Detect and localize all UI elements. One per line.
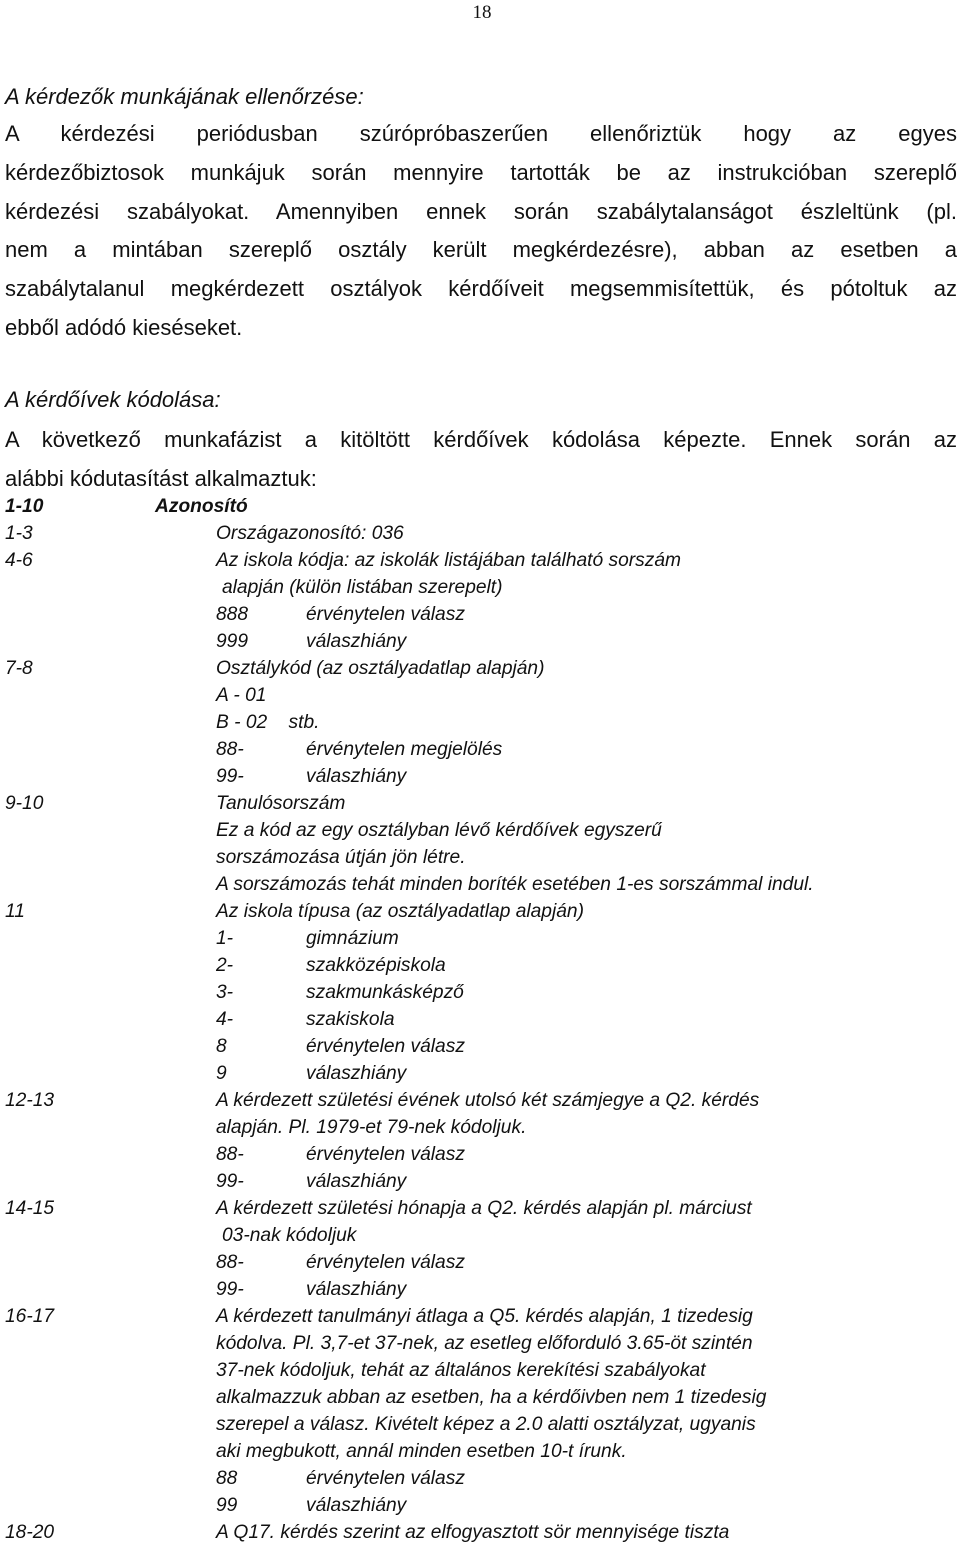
value-line (216, 1033, 955, 1060)
code-column: 11 (5, 901, 25, 922)
code-description (216, 547, 955, 655)
value-line (216, 925, 955, 952)
value-label: szakmunkásképző (306, 982, 464, 1003)
value-code: 88- (216, 1252, 244, 1273)
code-row (5, 1519, 955, 1546)
value-line (216, 1492, 955, 1519)
code-description (216, 898, 955, 1087)
value-line (216, 1006, 955, 1033)
value-code: 99- (216, 1279, 244, 1300)
paragraph-line: alábbi kódutasítást alkalmaztuk: (5, 465, 317, 491)
value-label: érvénytelen válasz (306, 1252, 465, 1273)
description-line: alapján. Pl. 1979-et 79-nek kódoljuk. (216, 1117, 527, 1138)
description-line: Ez a kód az egy osztályban lévő kérdőívek egyszerű (216, 820, 662, 841)
value-code: 3- (216, 982, 234, 1003)
code-description: A Q17. kérdés szerint az elfogyasztott sör mennyisége tiszta (216, 1522, 730, 1543)
value-line (216, 736, 955, 763)
value-label: válaszhiány (306, 631, 407, 652)
value-line (216, 1249, 955, 1276)
description-line: sorszámozása útján jön létre. (216, 847, 466, 868)
value-code: 88- (216, 1144, 244, 1165)
code-row (5, 898, 955, 1087)
paragraph-line: A kérdezési periódusban szúrópróbaszerűen ellenőriztük hogy az egyes (5, 121, 957, 146)
code-row (5, 790, 955, 898)
paragraph-line: A következő munkafázist a kitöltött kérdőívek kódolása képezte. Ennek során az (5, 427, 957, 452)
code-description (216, 1087, 955, 1195)
value-code: 888 (216, 604, 249, 625)
value-line (216, 1060, 955, 1087)
value-label: válaszhiány (306, 766, 407, 787)
value-label: szakiskola (306, 1009, 395, 1030)
value-code: 4- (216, 1009, 234, 1030)
value-line (216, 601, 955, 628)
code-description (216, 655, 955, 790)
code-column: 16-17 (5, 1306, 55, 1327)
description-line: Az iskola típusa (az osztályadatlap alapján) (216, 901, 584, 922)
description-line: kódolva. Pl. 3,7-et 37-nek, az esetleg előforduló 3.65-öt szintén (216, 1333, 753, 1354)
value-line (216, 1465, 955, 1492)
value-label: válaszhiány (306, 1171, 407, 1192)
value-code: 99 (216, 1495, 238, 1516)
description-line: B - 02 stb. (216, 712, 320, 733)
paragraph-line: ebből adódó kieséseket. (5, 314, 243, 340)
value-line (216, 952, 955, 979)
coding-instructions-table (5, 493, 955, 1546)
description-line: Osztálykód (az osztályadatlap alapján) (216, 658, 545, 679)
code-label: Azonosító (155, 496, 248, 517)
code-column: 9-10 (5, 793, 44, 814)
code-column: 1-3 (5, 523, 33, 544)
description-line: Az iskola kódja: az iskolák listájában található sorszám (216, 550, 681, 571)
value-label: válaszhiány (306, 1279, 407, 1300)
value-line (216, 1276, 955, 1303)
code-description (216, 1303, 955, 1519)
value-label: érvénytelen megjelölés (306, 739, 503, 760)
coding-paragraph (5, 421, 957, 499)
section-heading-interviewer-check: A kérdezők munkájának ellenőrzése: (5, 84, 364, 109)
value-label: érvénytelen válasz (306, 604, 465, 625)
description-line: A kérdezett születési hónapja a Q2. kérdés alapján pl. márciust (216, 1198, 752, 1219)
paragraph-line: kérdezőbiztosok munkájuk során mennyire tartották be az instrukcióban szereplő (5, 159, 957, 185)
paragraph-line: kérdezési szabályokat. Amennyiben ennek során szabálytalanságot észleltünk (pl. (5, 198, 957, 224)
value-code: 1- (216, 928, 234, 949)
code-description (216, 1195, 955, 1303)
paragraph-line: szabálytalanul megkérdezett osztályok kérdőíveit megsemmisítettük, és pótoltuk az (5, 276, 957, 302)
code-row (5, 520, 955, 547)
code-row (5, 1195, 955, 1303)
value-code: 88- (216, 739, 244, 760)
code-column: 4-6 (5, 550, 33, 571)
code-row (5, 1303, 955, 1519)
value-label: érvénytelen válasz (306, 1036, 465, 1057)
description-line: Tanulósorszám (216, 793, 346, 814)
code-row (5, 1087, 955, 1195)
description-line: aki megbukott, annál minden esetben 10-t írunk. (216, 1441, 627, 1462)
value-code: 8 (216, 1036, 227, 1057)
code-column: 12-13 (5, 1090, 55, 1111)
value-code: 2- (216, 955, 234, 976)
value-line (216, 979, 955, 1006)
value-line (216, 628, 955, 655)
value-line (216, 1168, 955, 1195)
value-label: érvénytelen válasz (306, 1468, 465, 1489)
code-description: Országazonosító: 036 (216, 523, 404, 544)
description-line: alkalmazzuk abban az esetben, ha a kérdőivben nem 1 tizedesig (216, 1387, 767, 1408)
value-label: szakközépiskola (306, 955, 446, 976)
value-code: 99- (216, 766, 244, 787)
description-line: A sorszámozás tehát minden boríték esetében 1-es sorszámmal indul. (216, 874, 814, 895)
description-line: szerepel a válasz. Kivételt képez a 2.0 alatti osztályzat, ugyanis (216, 1414, 756, 1435)
code-column: 1-10 (5, 496, 44, 517)
description-line: 03-nak kódoljuk (222, 1225, 357, 1246)
value-code: 99- (216, 1171, 244, 1192)
value-line (216, 763, 955, 790)
value-code: 999 (216, 631, 249, 652)
interviewer-check-paragraph (5, 115, 957, 348)
value-code: 9 (216, 1063, 227, 1084)
code-column: 7-8 (5, 658, 33, 679)
section-heading-coding: A kérdőívek kódolása: (5, 387, 221, 412)
value-line (216, 1141, 955, 1168)
value-label: érvénytelen válasz (306, 1144, 465, 1165)
code-description (216, 790, 955, 898)
value-code: 88 (216, 1468, 238, 1489)
code-column: 14-15 (5, 1198, 55, 1219)
description-line: alapján (külön listában szerepelt) (222, 577, 503, 598)
code-column: 18-20 (5, 1522, 55, 1543)
code-row (5, 547, 955, 655)
paragraph-line: nem a mintában szereplő osztály került megkérdezésre), abban az esetben a (5, 237, 957, 263)
value-label: válaszhiány (306, 1063, 407, 1084)
description-line: A kérdezett tanulmányi átlaga a Q5. kérdés alapján, 1 tizedesig (216, 1306, 753, 1327)
description-line: A - 01 (216, 685, 267, 706)
description-line: 37-nek kódoljuk, tehát az általános kerekítési szabályokat (216, 1360, 706, 1381)
code-row (5, 655, 955, 790)
description-line: A kérdezett születési évének utolsó két számjegye a Q2. kérdés (216, 1090, 760, 1111)
page-number: 18 (472, 2, 492, 23)
value-label: gimnázium (306, 928, 399, 949)
code-row-header (5, 493, 955, 520)
value-label: válaszhiány (306, 1495, 407, 1516)
